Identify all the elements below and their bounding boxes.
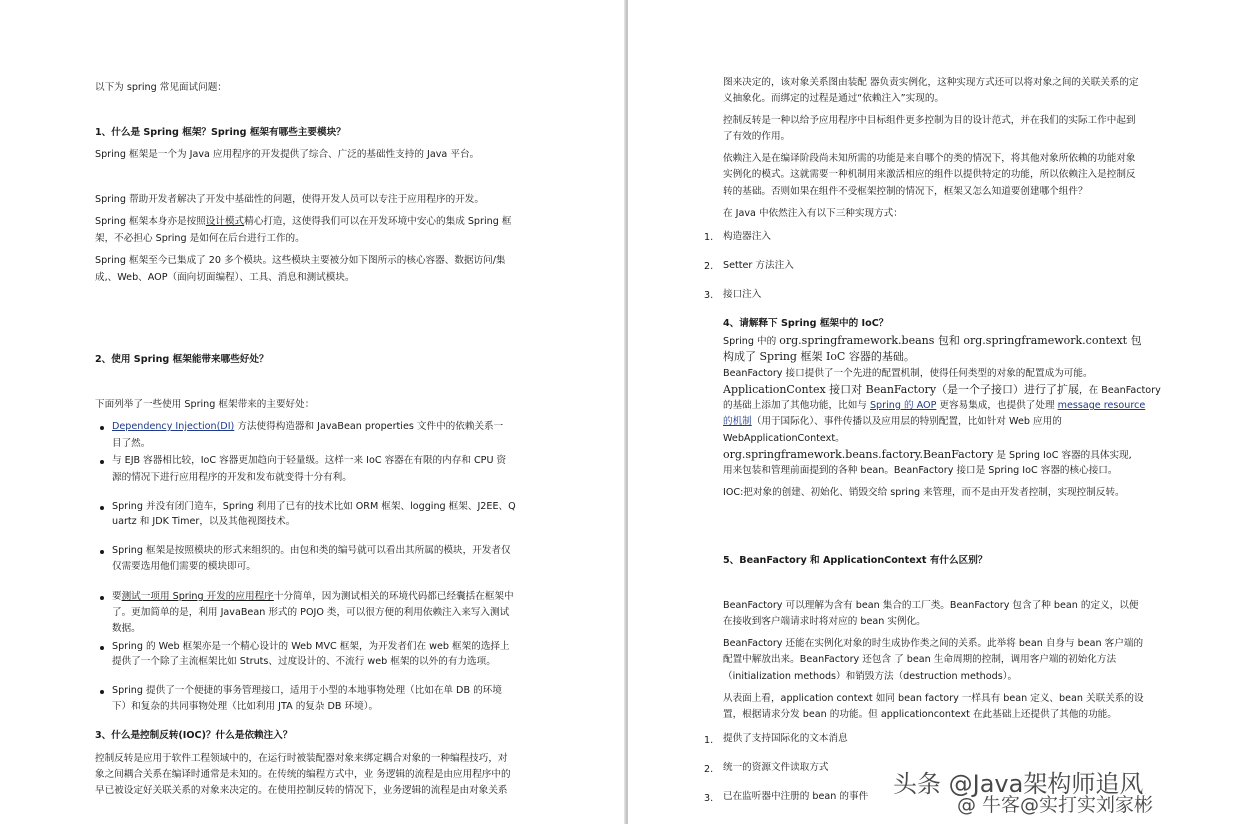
list-number: 1.: [704, 735, 714, 746]
paragraph: 构成了 Spring 框架 IoC 容器的基础。: [723, 350, 915, 363]
list-item-cont: 目了然。: [112, 438, 151, 449]
paragraph: Spring 框架本身亦是按照设计模式精心打造，这使得我们可以在开发环境中安心的集成 Spring 框: [95, 216, 512, 227]
design-pattern-link[interactable]: 设计模式: [205, 216, 245, 227]
paragraph: （initialization methods）和销毁方法（destruction methods）。: [723, 671, 1018, 682]
list-item: 与 EJB 容器相比较，IoC 容器更加趋向于轻量级。这样一来 IoC 容器在有限的内存和 CPU 资: [112, 455, 507, 466]
list-item-cont: 仅需要选用他们需要的模块即可。: [112, 561, 256, 572]
paragraph: 早已被设定好关联关系的对象来决定的。在使用控制反转的情况下，业务逻辑的流程是由对象关系: [95, 785, 508, 796]
question-1-heading: 1、什么是 Spring 框架？Spring 框架有哪些主要模块？: [95, 127, 346, 138]
list-number: 1.: [704, 232, 714, 243]
watermark-line-2: @ 牛客@实打实刘家彬: [957, 794, 1154, 816]
list-item-cont: 了。更加简单的是，利用 JavaBean 形式的 POJO 类，可以很方便的利用依赖注入来写入测试: [112, 607, 510, 618]
list-item-cont: uartz 和 JDK Timer，以及其他视图技术。: [112, 516, 296, 527]
paragraph: 在接收到客户端请求时将对应的 bean 实例化。: [723, 616, 926, 627]
bullet-icon: [100, 426, 104, 430]
list-item: Spring 的 Web 框架亦是一个精心设计的 Web MVC 框架，为开发者们在 web 框架的选择上: [112, 641, 510, 652]
paragraph: 配置中解放出来。BeanFactory 还包含 了 bean 生命周期的控制，调用客户端的初始化方法: [723, 654, 1117, 665]
dependency-injection-link[interactable]: Dependency Injection(DI): [112, 421, 235, 432]
list-number: 3.: [704, 290, 714, 301]
question-5-heading: 5、BeanFactory 和 ApplicationContext 有什么区别？: [723, 555, 988, 566]
paragraph: Spring 框架是一个为 Java 应用程序的开发提供了综合、广泛的基础性支持的 Java 平台。: [95, 149, 480, 160]
bullet-icon: [100, 460, 104, 464]
list-item: Spring 并没有闭门造车，Spring 利用了已有的技术比如 ORM 框架、logging 框架、J2EE、Q: [112, 501, 516, 512]
bullet-icon: [100, 550, 104, 554]
paragraph: 用来包装和管理前面提到的各种 bean。BeanFactory 接口是 Spring IoC 容器的核心接口。: [723, 465, 1118, 476]
paragraph: IOC:把对象的创建、初始化、销毁交给 spring 来管理，而不是由开发者控制，实现控制反转。: [723, 487, 1125, 498]
paragraph: 置，根据请求分发 bean 的功能。但 applicationcontext 在此基础上还提供了其他的功能。: [723, 709, 1117, 720]
paragraph: 的机制（用于国际化）、事件传播以及应用层的特别配置，比如针对 Web 应用的: [723, 416, 1062, 427]
paragraph: BeanFactory 可以理解为含有 bean 集合的工厂类。BeanFactory 包含了种 bean 的定义，以便: [723, 600, 1139, 611]
paragraph: 象之间耦合关系在编译时通常是未知的。在传统的编程方式中，业 务逻辑的流程是由应用程序中的: [95, 769, 511, 780]
list-item: Dependency Injection(DI) 方法使得构造器和 JavaBean properties 文件中的依赖关系一: [112, 421, 504, 432]
paragraph: 从表面上看，application context 如同 bean factory 一样具有 bean 定义、bean 关联关系的设: [723, 693, 1144, 704]
paragraph: 义抽象化。而绑定的过程是通过“依赖注入”实现的。: [723, 93, 945, 104]
bullet-icon: [100, 646, 104, 650]
paragraph: 下面列举了一些使用 Spring 框架带来的主要好处：: [95, 399, 315, 410]
paragraph: WebApplicationContext。: [723, 433, 845, 444]
list-item: 接口注入: [723, 289, 762, 300]
paragraph: 转的基础。否则如果在组件不受框架控制的情况下，框架又怎么知道要创建哪个组件？: [723, 186, 1088, 197]
document-page-left: [0, 0, 626, 824]
document-page-right: [628, 0, 1253, 824]
list-item: 提供了支持国际化的文本消息: [723, 733, 848, 744]
paragraph: 实例化的模式。这就需要一种机制用来激活相应的组件以提供特定的功能，所以依赖注入是控制反: [723, 169, 1136, 180]
list-item: 已在监听器中注册的 bean 的事件: [723, 791, 869, 802]
question-4-heading: 4、请解释下 Spring 框架中的 IoC？: [723, 318, 889, 329]
paragraph: Spring 帮助开发者解决了开发中基础性的问题，使得开发人员可以专注于应用程序的开发。: [95, 194, 484, 205]
question-2-heading: 2、使用 Spring 框架能带来哪些好处？: [95, 354, 269, 365]
list-number: 2.: [704, 261, 714, 272]
paragraph: 图来决定的，该对象关系图由装配 器负责实例化，这种实现方式还可以将对象之间的关联关系的定: [723, 77, 1139, 88]
list-item-cont: 下）和复杂的共同事物处理（比如利用 JTA 的复杂 DB 环境）。: [112, 701, 379, 712]
paragraph: 控制反转是应用于软件工程领域中的，在运行时被装配器对象来绑定耦合对象的一种编程技巧，对: [95, 753, 508, 764]
intro-text: 以下为 spring 常见面试问题：: [95, 82, 227, 93]
paragraph: ApplicationContex 接口对 BeanFactory（是一个子接口）进行了扩展，在 BeanFactory: [723, 383, 1161, 396]
paragraph: 控制反转是一种以给予应用程序中目标组件更多控制为目的设计范式，并在我们的实际工作中起到: [723, 115, 1136, 126]
bullet-icon: [100, 596, 104, 600]
watermark-line-1: 头条 @Java架构师追风: [893, 770, 1144, 798]
paragraph: org.springframework.beans.factory.BeanFactory 是 Spring IoC 容器的具体实现,: [723, 448, 1132, 461]
spring-aop-link[interactable]: Spring 的 AOP: [869, 400, 937, 411]
list-number: 3.: [704, 793, 714, 804]
list-item-cont: 数据。: [112, 623, 141, 634]
paragraph: 了有效的作用。: [723, 131, 791, 142]
paragraph: BeanFactory 还能在实例化对象的时生成协作类之间的关系。此举将 bean 自身与 bean 客户端的: [723, 638, 1144, 649]
paragraph: BeanFactory 接口提供了一个先进的配置机制，使得任何类型的对象的配置成为可能。: [723, 368, 1093, 379]
list-item: Spring 提供了一个便捷的事务管理接口，适用于小型的本地事物处理（比如在单 DB 的环境: [112, 685, 502, 696]
list-number: 2.: [704, 764, 714, 775]
testing-link[interactable]: 测试一项用 Spring 开发的应用程序: [121, 591, 274, 602]
paragraph: Spring 框架至今已集成了 20 多个模块。这些模块主要被分如下图所示的核心容器、数据访问/集: [95, 255, 506, 266]
list-item-cont: 提供了一个除了主流框架比如 Struts、过度设计的、不流行 web 框架的以外的有力选项。: [112, 656, 496, 667]
bullet-icon: [100, 506, 104, 510]
message-resource-link[interactable]: message resource: [1057, 400, 1146, 411]
paragraph: Spring 中的 org.springframework.beans 包和 org.springframework.context 包: [723, 334, 1142, 347]
list-item: 构造器注入: [723, 231, 771, 242]
list-item: 统一的资源文件读取方式: [723, 762, 829, 773]
question-3-heading: 3、什么是控制反转(IOC)？什么是依赖注入？: [95, 730, 293, 741]
paragraph: 架，不必担心 Spring 是如何在后台进行工作的。: [95, 233, 305, 244]
bullet-icon: [100, 690, 104, 694]
list-item: Spring 框架是按照模块的形式来组织的。由包和类的编号就可以看出其所属的模块，开发者仅: [112, 545, 511, 556]
list-item-cont: 源的情况下进行应用程序的开发和发布就变得十分有利。: [112, 472, 352, 483]
paragraph: 在 Java 中依然注入有以下三种实现方式：: [723, 208, 903, 219]
list-item: Setter 方法注入: [723, 260, 794, 271]
list-item: 要测试一项用 Spring 开发的应用程序十分简单，因为测试相关的环境代码都已经囊括在框架中: [112, 591, 514, 602]
paragraph: 依赖注入是在编译阶段尚未知所需的功能是来自哪个的类的情况下，将其他对象所依赖的功能对象: [723, 153, 1136, 164]
message-resource-link-cont[interactable]: 的机制: [723, 416, 752, 427]
paragraph: 的基础上添加了其他功能，比如与 Spring 的 AOP 更容易集成，也提供了处理 message resource: [723, 400, 1146, 411]
paragraph: 成,、Web、AOP（面向切面编程）、工具、消息和测试模块。: [95, 272, 355, 283]
